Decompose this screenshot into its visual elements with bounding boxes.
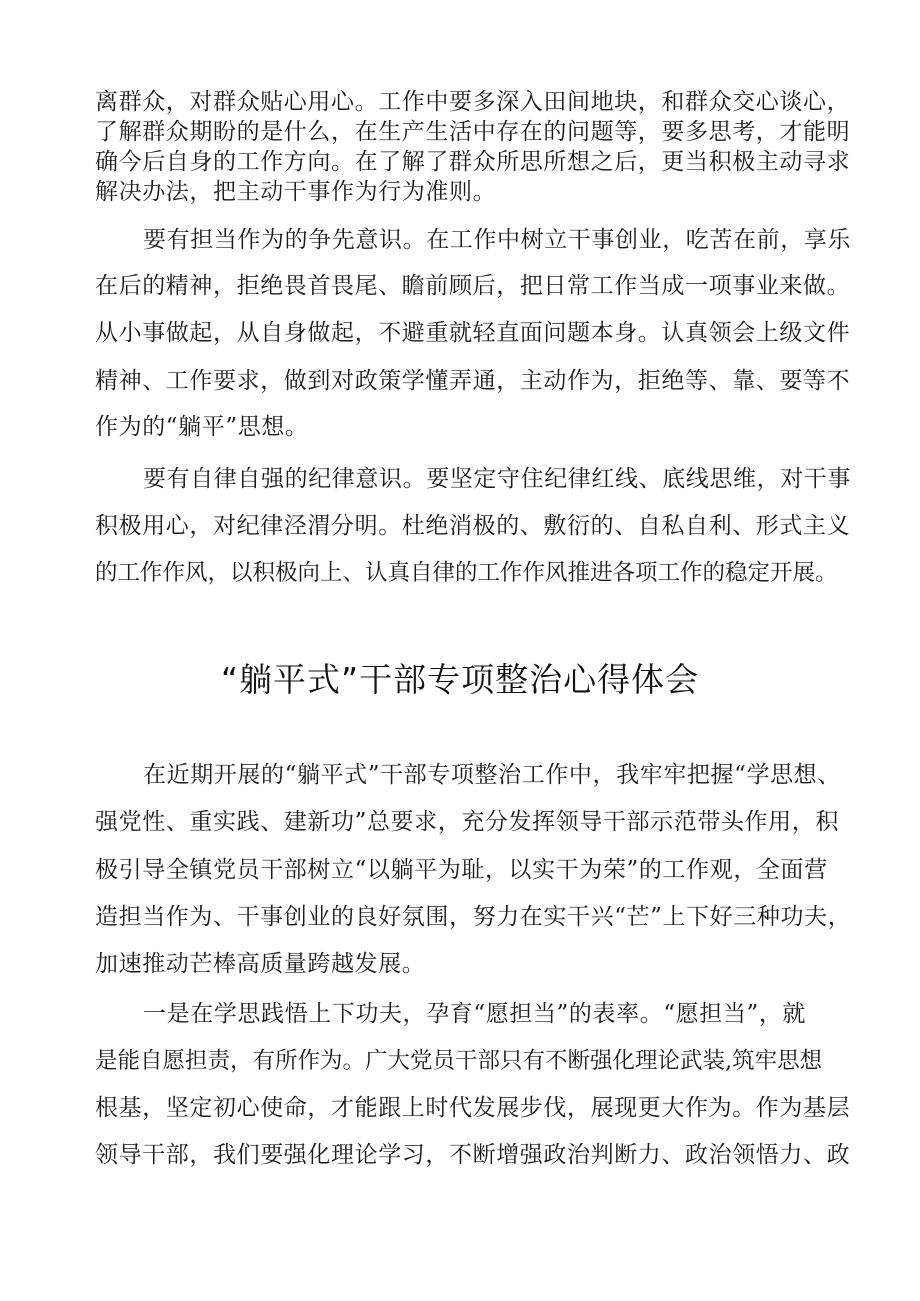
text-line: 了解群众期盼的是什么，在生产生活中存在的问题等，要多思考，才能明 <box>95 119 851 145</box>
text-line: 在后的精神，拒绝畏首畏尾、瞻前顾后，把日常工作当成一项事业来做。 <box>95 273 851 299</box>
text-line: 的工作作风，以积极向上、认真自律的工作作风推进各项工作的稳定开展。 <box>95 560 838 586</box>
text-line: 解决办法，把主动干事作为行为准则。 <box>95 179 497 205</box>
text-line: 领导干部，我们要强化理论学习，不断增强政治判断力、政治领悟力、政 <box>95 1142 851 1168</box>
text-line: 根基，坚定初心使命，才能跟上时代发展步伐，展现更大作为。作为基层 <box>95 1095 851 1121</box>
text-line: 极引导全镇党员干部树立“以躺平为耻，以实干为荣”的工作观，全面营 <box>95 857 828 883</box>
text-line: 在近期开展的“躺平式”干部专项整治工作中，我牢牢把握“学思想、 <box>143 762 841 788</box>
text-line: 要有自律自强的纪律意识。要坚定守住纪律红线、底线思维，对干事 <box>143 466 851 492</box>
text-line: 要有担当作为的争先意识。在工作中树立干事创业，吃苦在前，享乐 <box>143 227 851 253</box>
text-line: 加速推动芒棒高质量跨越发展。 <box>95 951 426 977</box>
text-line: 积极用心，对纪律泾渭分明。杜绝消极的、敷衍的、自私自利、形式主义 <box>95 513 851 539</box>
text-line: 造担当作为、干事创业的良好氛围，努力在实干兴“芒”上下好三种功夫， <box>95 904 852 930</box>
text-line: 精神、工作要求，做到对政策学懂弄通，主动作为，拒绝等、靠、要等不 <box>95 368 851 394</box>
text-line: 从小事做起，从自身做起，不避重就轻直面问题本身。认真领会上级文件 <box>95 320 851 346</box>
section-title: “躺平式”干部专项整治心得体会 <box>220 660 700 699</box>
text-line: 是能自愿担责，有所作为。广大党员干部只有不断强化理论武装,筑牢思想 <box>95 1048 823 1074</box>
text-line: 强党性、重实践、建新功”总要求，充分发挥领导干部示范带头作用，积 <box>95 809 839 835</box>
text-line: 作为的“躺平”思想。 <box>95 414 309 440</box>
text-line: 离群众，对群众贴心用心。工作中要多深入田间地块，和群众交心谈心， <box>95 89 851 115</box>
text-line: 一是在学思践悟上下功夫，孕育“愿担当”的表率。“愿担当”，就 <box>143 1001 807 1027</box>
text-line: 确今后自身的工作方向。在了解了群众所思所想之后，更当积极主动寻求 <box>95 149 851 175</box>
